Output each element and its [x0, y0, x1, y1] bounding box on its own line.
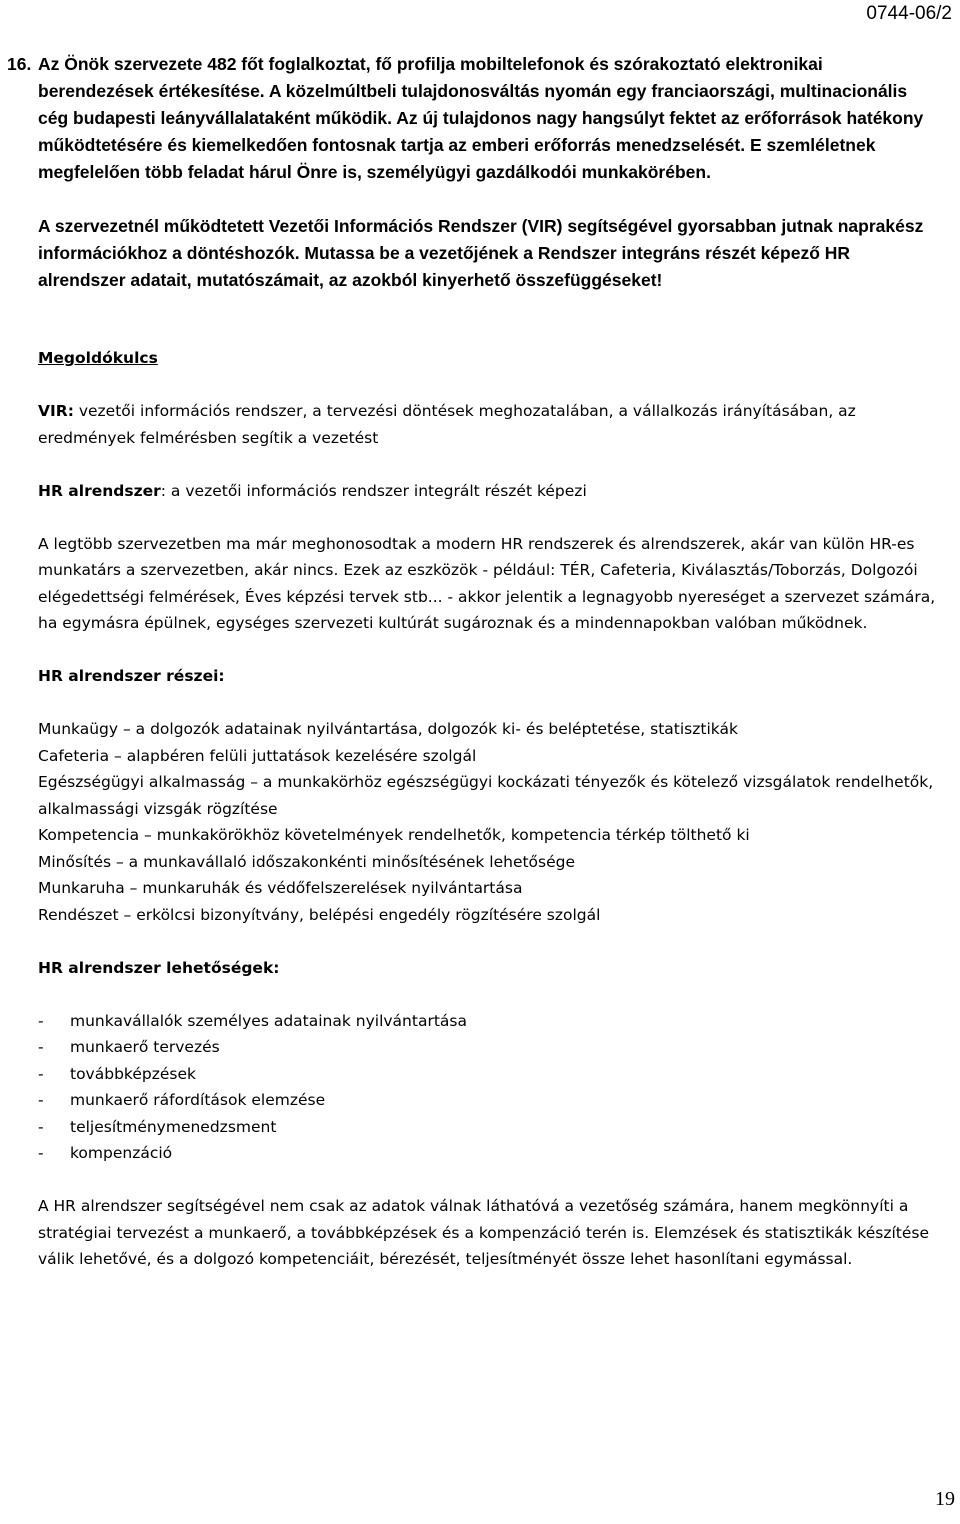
document-code: 0744-06/2 [866, 3, 952, 24]
list-item: - kompenzáció [38, 1144, 173, 1162]
list-item: - munkaerő ráfordítások elemzése [38, 1091, 326, 1109]
list-item: Munkaügy – a dolgozók adatainak nyilvántartása, dolgozók ki- és beléptetése, statisztikák [38, 720, 738, 738]
task-paragraph-2: A szervezetnél működtetett Vezetői Információs Rendszer (VIR) segítségével gyorsabban jutnak naprakész információkhoz a döntéshozók. Mutassa be a vezetőjének a Rendszer integráns részét képező HR alrendszer adatait, mutatószámait, az azokból kinyerhető összefüggéseket! [38, 215, 924, 290]
list-item: Egészségügyi alkalmasság – a munkakörhöz egészségügyi kockázati tényezők és kötelező vizsgálatok rendelhetők, alkalmassági vizsgák rögzítése [38, 773, 934, 818]
list-item: Cafeteria – alapbéren felüli juttatások kezelésére szolgál [38, 746, 477, 765]
list-item: - munkavállalók személyes adatainak nyilvántartása [38, 1011, 467, 1030]
intro-paragraph: A legtöbb szervezetben ma már meghonosodtak a modern HR rendszerek és alrendszerek, akár van külön HR-es munkatárs a szervezetben, akár nincs. Ezek az eszközök - például: TÉR, Cafeteria, Kiválasztás/Toborzás, Dolgozói elégedettségi felmérések, Éves képzési tervek stb... - akkor jelentik a legnagyobb nyereséget a szervezet számára, ha egymásra épülnek, egységes szervezeti kultúrát sugároznak és a mindennapokban valóban működnek. [38, 534, 936, 632]
list-item: Minősítés – a munkavállaló időszakonkénti minősítésének lehetősége [38, 852, 576, 871]
parts-list [38, 716, 938, 928]
task-paragraph-1: Az Önök szervezete 482 főt foglalkoztat, fő profilja mobiltelefonok és szórakoztató elektronikai berendezések értékesítése. A közelmúltbeli tulajdonosváltás nyomán egy franciaországi, multinacionális cég budapesti leányvállalataként működik. Az új tulajdonos nagy hangsúlyt fektet az erőforrások hatékony működtetésére és kiemelkedően fontosnak tartja az emberi erőforrás menedzselését. E szemléletnek megfelelően több feladat hárul Önre is, személyügyi gazdálkodói munkakörében. [38, 54, 924, 182]
hr-text: : a vezetői információs rendszer integrált részét képezi [160, 481, 587, 500]
hr-definition [38, 478, 938, 505]
list-item: - továbbképzések [38, 1064, 196, 1083]
options-heading: HR alrendszer lehetőségek: [38, 958, 280, 977]
vir-definition [38, 398, 938, 451]
list-item: Kompetencia – munkakörökhöz követelmények rendelhetők, kompetencia térkép tölthető ki [38, 826, 750, 844]
list-item: Rendészet – erkölcsi bizonyítvány, belépési engedély rögzítésére szolgál [38, 905, 601, 924]
vir-label: VIR: [38, 402, 74, 420]
task-number: 16. [7, 54, 32, 74]
options-list [38, 1008, 938, 1167]
task-block [0, 51, 935, 294]
vir-text: vezetői információs rendszer, a tervezési döntések meghozatalában, a vállalkozás irányításában, az eredmények felmérésben segítik a vezetést [38, 402, 856, 447]
solution-heading: Megoldókulcs [38, 349, 158, 367]
closing-paragraph: A HR alrendszer segítségével nem csak az adatok válnak láthatóvá a vezetőség számára, hanem megkönnyíti a stratégiai tervezést a munkaerő, a továbbképzések és a kompenzáció terén is. Elemzések és statisztikák készítése válik lehetővé, és a dolgozó kompetenciáit, bérezését, teljesítményét össze lehet hasonlítani egymással. [38, 1197, 930, 1268]
hr-label: HR alrendszer [38, 481, 161, 500]
list-item: Munkaruha – munkaruhák és védőfelszerelések nyilvántartása [38, 879, 523, 897]
solution-content [38, 345, 938, 1299]
parts-heading: HR alrendszer részei: [38, 667, 225, 685]
page-number: 19 [935, 1488, 955, 1510]
list-item: - munkaerő tervezés [38, 1038, 220, 1056]
list-item: - teljesítménymenedzsment [38, 1117, 277, 1136]
